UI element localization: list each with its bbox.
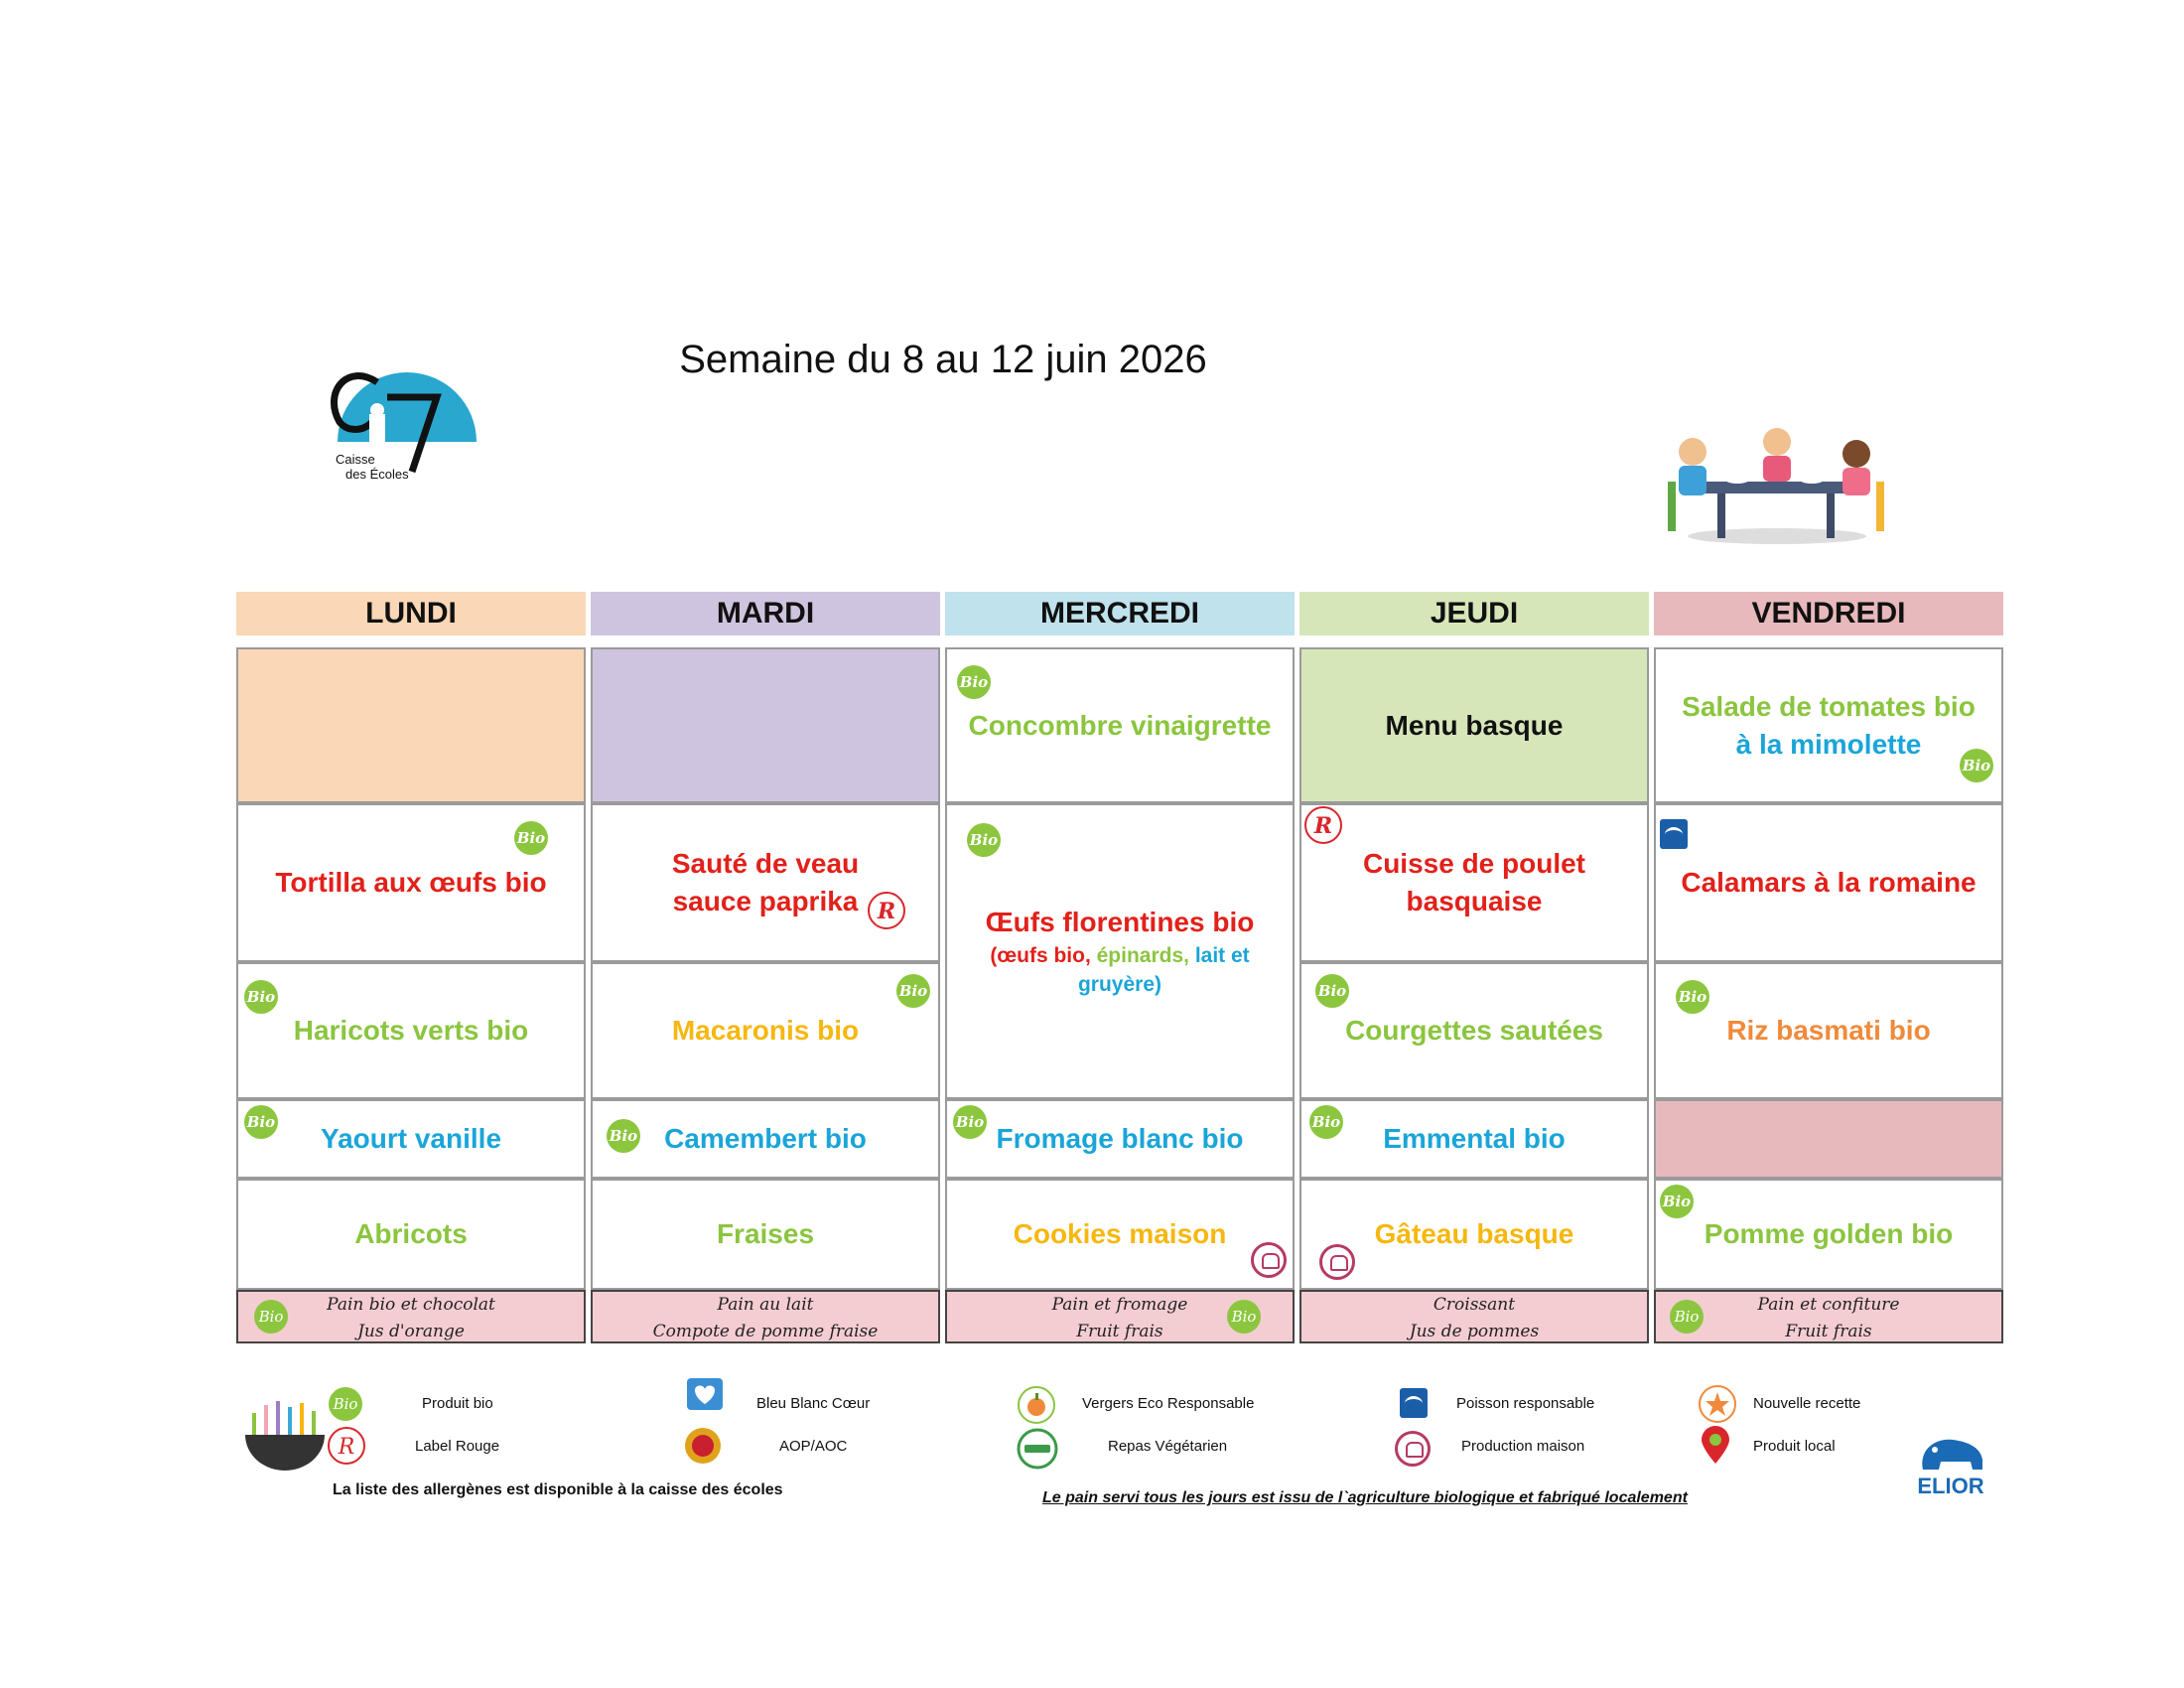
gouter-line: Fruit frais [1076, 1322, 1163, 1341]
vendredi-plat-cell [1654, 803, 2003, 962]
legend-aop-icon [683, 1426, 723, 1466]
detail-epinards: épinards, [1096, 944, 1195, 967]
mercredi-laitage-cell [945, 1099, 1295, 1179]
mardi-accompagnement-cell [591, 962, 940, 1099]
mardi-dessert-cell [591, 1179, 940, 1290]
production-maison-icon [1251, 1242, 1287, 1278]
mardi-laitage: Camembert bio [664, 1123, 867, 1154]
logo-caption [336, 452, 409, 482]
legend-label-rouge-icon [327, 1426, 366, 1466]
legend-bio-label: Produit bio [422, 1395, 493, 1412]
label-rouge-icon [1303, 805, 1343, 845]
kids-at-table-illustration [1663, 422, 1891, 546]
legend-aop-label: AOP/AOC [779, 1438, 848, 1455]
lundi-gouter [236, 1290, 586, 1343]
vendredi-accompagnement: Riz basmati bio [1726, 1015, 1931, 1046]
mercredi-entree: Concombre vinaigrette [968, 709, 1272, 741]
label-rouge-icon [867, 891, 906, 930]
bio-icon: Bio [896, 974, 930, 1008]
jeudi-dessert: Gâteau basque [1374, 1218, 1574, 1249]
detail-gruyere: gruyère) [1077, 973, 1162, 996]
bio-icon: Bio [1309, 1105, 1343, 1139]
jeudi-entree-cell [1299, 647, 1649, 803]
bio-icon: Bio [953, 1105, 987, 1139]
svg-text:R: R [1313, 813, 1333, 839]
jeudi-accompagnement: Courgettes sautées [1345, 1015, 1603, 1046]
mardi-laitage-cell [591, 1099, 940, 1179]
du-plein-dans-l-assiette-logo [240, 1395, 330, 1475]
mercredi-plat: Œufs florentines bio [985, 907, 1255, 937]
vendredi-entree-line1: Salade de tomates bio [1682, 690, 1976, 722]
legend-poisson-icon [1400, 1388, 1428, 1418]
jeudi-accompagnement-cell [1299, 962, 1649, 1099]
gouter-line: Jus de pommes [1409, 1322, 1540, 1341]
mardi-plat-cell [591, 803, 940, 962]
legend-poisson-label: Poisson responsable [1456, 1395, 1595, 1412]
day-header-lundi: LUNDI [236, 592, 586, 635]
gouter-line: Pain et confiture [1757, 1295, 1900, 1315]
jeudi-entree: Menu basque [1385, 709, 1564, 741]
detail-lait: lait et [1194, 944, 1250, 967]
vendredi-entree-cell [1654, 647, 2003, 803]
mercredi-laitage: Fromage blanc bio [996, 1123, 1244, 1154]
mercredi-dessert-cell [945, 1179, 1295, 1290]
bread-note: Le pain servi tous les jours est issu de l`agriculture biologique et fabriqué localement [1042, 1489, 1688, 1506]
mardi-entree-cell [591, 647, 940, 803]
legend-vegetarien-label: Repas Végétarien [1108, 1438, 1228, 1455]
bio-icon: Bio [1676, 980, 1709, 1014]
legend-label-rouge-label: Label Rouge [415, 1438, 500, 1455]
bio-icon: Bio [1960, 749, 1993, 782]
logo-caption-line1: Caisse [336, 452, 375, 467]
jeudi-plat: Cuisse de poulet basquaise [1362, 848, 1586, 916]
day-header-mardi: MARDI [591, 592, 940, 635]
mercredi-plat-cell [945, 803, 1295, 1099]
bio-icon: Bio [1227, 1300, 1261, 1334]
lundi-entree-cell [236, 647, 586, 803]
gouter-line: Pain et fromage [1051, 1295, 1188, 1315]
gouter-line: Croissant [1433, 1295, 1516, 1315]
jeudi-laitage-cell [1299, 1099, 1649, 1179]
gouter-line: Jus d'orange [357, 1322, 465, 1341]
lundi-accompagnement: Haricots verts bio [293, 1015, 529, 1046]
legend-bio-icon: Bio [329, 1387, 362, 1421]
day-header-vendredi: VENDREDI [1654, 592, 2003, 635]
mercredi-gouter [945, 1290, 1295, 1343]
bio-icon: Bio [514, 821, 548, 855]
elior-bison-icon [1911, 1430, 1990, 1474]
legend-vergers-label: Vergers Eco Responsable [1082, 1395, 1255, 1412]
lundi-accompagnement-cell [236, 962, 586, 1099]
logo-caption-line2: des Écoles [345, 467, 409, 482]
svg-text:R: R [877, 899, 896, 924]
vendredi-laitage-cell [1654, 1099, 2003, 1179]
production-maison-icon [1319, 1244, 1355, 1280]
legend-production-maison-label: Production maison [1461, 1438, 1585, 1455]
mardi-plat: Sauté de veau sauce paprika [671, 848, 860, 916]
lundi-plat: Tortilla aux œufs bio [275, 867, 547, 898]
svg-text:R: R [338, 1435, 355, 1460]
gouter-line: Pain au lait [717, 1295, 814, 1315]
legend-produit-local-icon [1700, 1426, 1731, 1466]
jeudi-plat-cell [1299, 803, 1649, 962]
jeudi-laitage: Emmental bio [1383, 1123, 1566, 1154]
legend-bleu-blanc-coeur-icon [683, 1372, 727, 1416]
bio-icon: Bio [607, 1119, 640, 1153]
bio-icon: Bio [967, 823, 1001, 857]
lundi-dessert-cell [236, 1179, 586, 1290]
vendredi-accompagnement-cell [1654, 962, 2003, 1099]
vendredi-entree-line2: à la mimolette [1735, 728, 1922, 760]
poisson-responsable-icon [1660, 819, 1688, 849]
bio-icon: Bio [244, 1105, 278, 1139]
bio-icon: Bio [244, 980, 278, 1014]
day-header-jeudi: JEUDI [1299, 592, 1649, 635]
lundi-laitage-cell [236, 1099, 586, 1179]
vendredi-dessert-cell [1654, 1179, 2003, 1290]
mercredi-entree-cell [945, 647, 1295, 803]
legend-nouvelle-recette-label: Nouvelle recette [1753, 1395, 1861, 1412]
jeudi-gouter [1299, 1290, 1649, 1343]
mardi-dessert: Fraises [716, 1218, 815, 1249]
vendredi-gouter [1654, 1290, 2003, 1343]
mardi-gouter [591, 1290, 940, 1343]
detail-oeufs: (œufs bio, [990, 944, 1097, 967]
mercredi-dessert: Cookies maison [1013, 1218, 1227, 1249]
lundi-laitage: Yaourt vanille [320, 1123, 502, 1154]
lundi-dessert: Abricots [354, 1218, 468, 1249]
legend-nouvelle-recette-icon [1698, 1384, 1737, 1424]
legend-produit-local-label: Produit local [1753, 1438, 1836, 1455]
elior-wordmark: ELIOR [1917, 1474, 1984, 1498]
mardi-accompagnement: Macaronis bio [671, 1015, 860, 1046]
page-title: Semaine du 8 au 12 juin 2026 [679, 338, 1207, 381]
gouter-line: Fruit frais [1785, 1322, 1872, 1341]
elior-logo [1911, 1430, 1990, 1499]
day-header-mercredi: MERCREDI [945, 592, 1295, 635]
vendredi-plat: Calamars à la romaine [1681, 867, 1977, 898]
gouter-line: Pain bio et chocolat [327, 1295, 495, 1315]
lundi-plat-cell [236, 803, 586, 962]
bio-icon: Bio [1315, 974, 1349, 1008]
vendredi-dessert: Pomme golden bio [1704, 1218, 1954, 1249]
jeudi-dessert-cell [1299, 1179, 1649, 1290]
legend-bleu-blanc-coeur-label: Bleu Blanc Cœur [756, 1395, 871, 1412]
gouter-line: Compote de pomme fraise [652, 1322, 879, 1341]
legend-vergers-icon [1017, 1385, 1056, 1425]
bio-icon: Bio [254, 1300, 288, 1334]
legend-vegetarien-icon [1017, 1428, 1058, 1470]
legend-production-maison-icon [1395, 1431, 1431, 1467]
allergen-note: La liste des allergènes est disponible à la caisse des écoles [333, 1481, 783, 1498]
bio-icon: Bio [1660, 1185, 1694, 1218]
mercredi-plat-detail [961, 941, 1279, 999]
bio-icon: Bio [1670, 1300, 1704, 1334]
bio-icon: Bio [957, 665, 991, 699]
caisse-des-ecoles-logo [318, 352, 486, 482]
